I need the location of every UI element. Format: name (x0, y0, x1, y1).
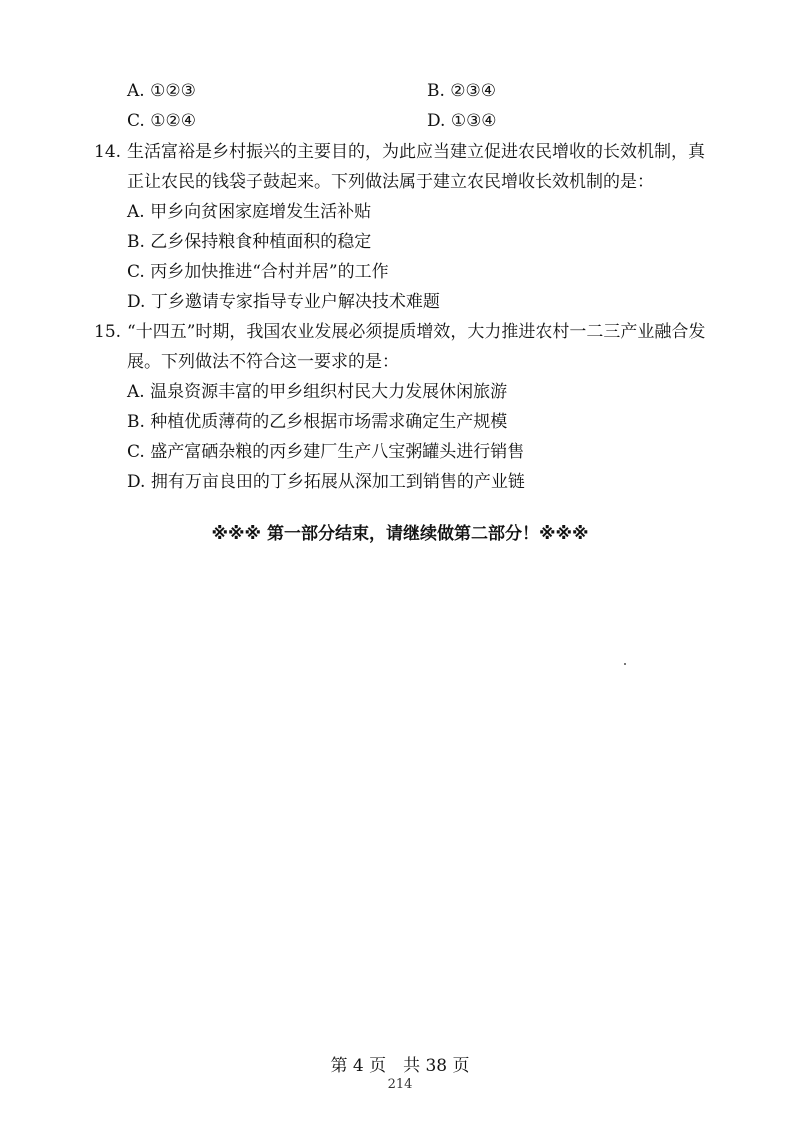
page-footer-label: 第 4 页 共 38 页 (330, 1056, 470, 1076)
q14-option-a: A. 甲乡向贫困家庭增发生活补贴 (127, 202, 372, 222)
q14-option-b: B. 乙乡保持粮食种植面积的稳定 (127, 232, 372, 252)
q13-option-c: C. ①②④ (127, 111, 196, 131)
q15-option-c: C. 盛产富硒杂粮的丙乡建厂生产八宝粥罐头进行销售 (127, 442, 525, 462)
page-footer-number: 214 (387, 1077, 413, 1092)
q15-stem-line2: 展。下列做法不符合这一要求的是： (127, 352, 399, 372)
q13-option-d: D. ①③④ (427, 111, 497, 131)
q13-option-b: B. ②③④ (427, 81, 497, 101)
q14-option-c: C. 丙乡加快推进“合村并居”的工作 (127, 262, 389, 282)
q15-stem-line1: “十四五”时期，我国农业发展必须提质增效，大力推进农村一二三产业融合发 (127, 322, 706, 342)
q15-number: 15. (94, 322, 122, 342)
q15-option-d: D. 拥有万亩良田的丁乡拓展从深加工到销售的产业链 (127, 472, 525, 492)
scan-speck (624, 663, 626, 665)
q15-option-b: B. 种植优质薄荷的乙乡根据市场需求确定生产规模 (127, 412, 508, 432)
q14-option-d: D. 丁乡邀请专家指导专业户解决技术难题 (127, 292, 440, 312)
section-end-notice: ※※※ 第一部分结束，请继续做第二部分！※※※ (211, 524, 589, 544)
q14-stem-line1: 生活富裕是乡村振兴的主要目的，为此应当建立促进农民增收的长效机制，真 (127, 142, 705, 162)
q14-stem-line2: 正让农民的钱袋子鼓起来。下列做法属于建立农民增收长效机制的是： (127, 172, 654, 192)
q13-option-a: A. ①②③ (127, 81, 196, 101)
q15-option-a: A. 温泉资源丰富的甲乡组织村民大力发展休闲旅游 (127, 382, 508, 402)
q14-number: 14. (94, 142, 122, 162)
